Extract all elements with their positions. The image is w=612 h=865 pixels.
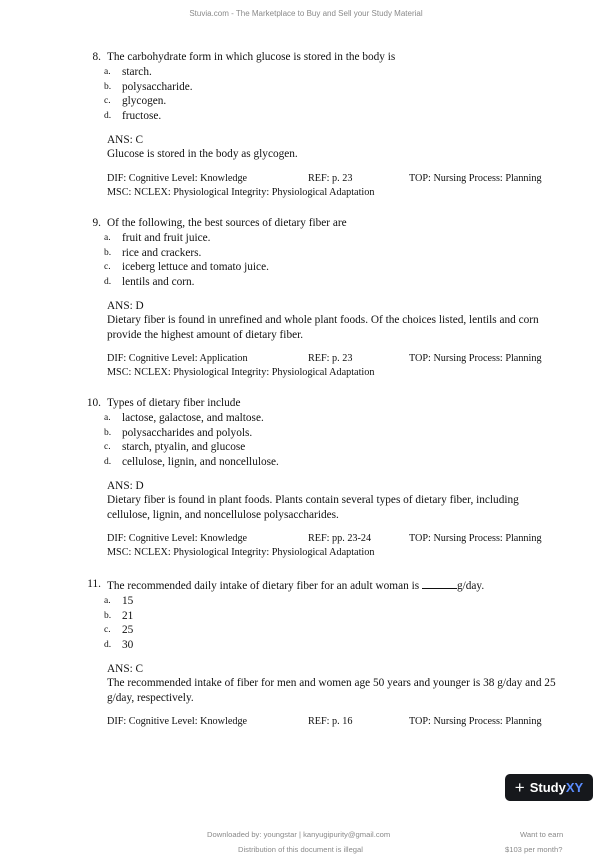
question-text: The carbohydrate form in which glucose is stored in the body is [107, 51, 396, 63]
question-10 [0, 396, 612, 559]
choice-d [0, 275, 612, 289]
choice-letter: a. [104, 596, 111, 607]
question-11 [0, 577, 612, 729]
distribution-notice: Distribution of this document is illegal [238, 845, 363, 854]
choice-letter: c. [104, 442, 111, 453]
choice-letter: c. [104, 96, 111, 107]
choice-text: cellulose, lignin, and noncellulose. [122, 455, 279, 468]
topic-label: TOP: Nursing Process: Planning [409, 716, 542, 728]
choice-text: lactose, galactose, and maltose. [122, 412, 264, 425]
answer-key: ANS: C [107, 134, 144, 147]
earn-amount[interactable]: $103 per month? [505, 845, 563, 854]
earn-prompt[interactable]: Want to earn [520, 830, 564, 839]
choice-text: fruit and fruit juice. [122, 232, 211, 245]
question-metadata [0, 532, 612, 546]
choice-letter: b. [104, 81, 112, 92]
question-metadata [0, 172, 612, 186]
answer-key: ANS: D [107, 300, 144, 313]
choice-text: rice and crackers. [122, 246, 202, 259]
reference-label: REF: pp. 23-24 [308, 533, 372, 545]
choice-b [0, 426, 612, 440]
choice-c [0, 623, 612, 637]
choice-text: starch, ptyalin, and glucose [122, 441, 246, 454]
choice-text: 15 [122, 595, 134, 608]
choice-a [0, 594, 612, 608]
difficulty-label: DIF: Cognitive Level: Knowledge [107, 716, 248, 728]
choice-letter: c. [104, 262, 111, 273]
choice-b [0, 609, 612, 623]
reference-label: REF: p. 23 [308, 353, 353, 365]
question-stem [0, 396, 612, 410]
question-text: The recommended daily intake of dietary fiber for an adult woman is [107, 580, 422, 592]
msc-label: MSC: NCLEX: Physiological Integrity: Physiological Adaptation [107, 547, 375, 559]
question-9 [0, 216, 612, 379]
choice-a [0, 231, 612, 245]
choice-d [0, 455, 612, 469]
choice-letter: d. [104, 639, 112, 650]
choice-letter: b. [104, 427, 112, 438]
choice-text: starch. [122, 66, 152, 79]
msc-label: MSC: NCLEX: Physiological Integrity: Physiological Adaptation [107, 367, 375, 379]
choice-c [0, 94, 612, 108]
choice-d [0, 109, 612, 123]
choice-letter: a. [104, 67, 111, 78]
choice-letter: b. [104, 610, 112, 621]
choice-letter: c. [104, 625, 111, 636]
topic-label: TOP: Nursing Process: Planning [409, 353, 542, 365]
choice-text: glycogen. [122, 95, 167, 108]
question-text: Of the following, the best sources of dietary fiber are [107, 217, 347, 229]
brand-name [530, 780, 583, 795]
question-stem [0, 216, 612, 230]
choice-text: 25 [122, 624, 134, 637]
topic-label: TOP: Nursing Process: Planning [409, 172, 542, 184]
question-number: 9. [92, 217, 101, 229]
difficulty-label: DIF: Cognitive Level: Knowledge [107, 533, 248, 545]
difficulty-label: DIF: Cognitive Level: Application [107, 353, 248, 365]
choice-letter: d. [104, 276, 112, 287]
question-stem [0, 50, 612, 64]
answer-explanation: Glucose is stored in the body as glycogen. [107, 148, 298, 161]
choice-b [0, 246, 612, 260]
page-header: Stuvia.com - The Marketplace to Buy and Sell your Study Material [189, 9, 423, 18]
choice-text: fructose. [122, 109, 162, 122]
choice-text: polysaccharides and polyols. [122, 426, 253, 439]
answer-explanation: The recommended intake of fiber for men and women age 50 years and younger is 38 g/day and 25 g/day, respectively. [107, 677, 556, 704]
difficulty-label: DIF: Cognitive Level: Knowledge [107, 172, 248, 184]
question-metadata [0, 715, 612, 729]
answer-explanation: Dietary fiber is found in plant foods. Plants contain several types of dietary fiber, including cellulose, lignin, and noncellulose polysaccharides. [107, 494, 519, 521]
choice-text: 21 [122, 609, 134, 622]
choice-a [0, 65, 612, 79]
choice-text: iceberg lettuce and tomato juice. [122, 261, 269, 274]
question-number: 8. [92, 51, 101, 63]
question-number: 10. [86, 397, 101, 409]
choice-b [0, 80, 612, 94]
choice-letter: b. [104, 247, 112, 258]
question-metadata [0, 352, 612, 366]
choice-letter: a. [104, 413, 111, 424]
choice-letter: d. [104, 110, 112, 121]
reference-label: REF: p. 16 [308, 716, 353, 728]
msc-label: MSC: NCLEX: Physiological Integrity: Physiological Adaptation [107, 186, 375, 198]
choice-d [0, 638, 612, 652]
choice-text: lentils and corn. [122, 275, 195, 288]
answer-explanation: Dietary fiber is found in unrefined and whole plant foods. Of the choices listed, lentils and corn provide the highest amount of dietary fiber. [107, 314, 539, 341]
brand-name-accent: XY [565, 780, 584, 795]
question-text: Types of dietary fiber include [107, 397, 241, 409]
reference-label: REF: p. 23 [308, 172, 353, 184]
studyxy-badge[interactable] [505, 774, 593, 801]
question-8 [0, 50, 612, 199]
choice-a [0, 411, 612, 425]
choice-list [0, 65, 612, 123]
downloaded-by-text: Downloaded by: youngstar | kanyugipurity@gmail.com [207, 830, 391, 839]
brand-name-main: Study [529, 780, 566, 795]
choice-c [0, 260, 612, 274]
choice-text: polysaccharide. [122, 80, 193, 93]
choice-text: 30 [122, 638, 134, 651]
question-stem [0, 577, 612, 593]
question-number: 11. [87, 578, 101, 590]
plus-icon: + [514, 778, 525, 797]
choice-list [0, 411, 612, 469]
answer-key: ANS: D [107, 480, 144, 493]
choice-list [0, 594, 612, 652]
choice-c [0, 440, 612, 454]
choice-letter: a. [104, 233, 111, 244]
choice-letter: d. [104, 456, 112, 467]
answer-key: ANS: C [107, 663, 144, 676]
fill-in-blank [422, 577, 457, 589]
topic-label: TOP: Nursing Process: Planning [409, 533, 542, 545]
question-text-end: g/day. [456, 580, 485, 592]
choice-list [0, 231, 612, 289]
